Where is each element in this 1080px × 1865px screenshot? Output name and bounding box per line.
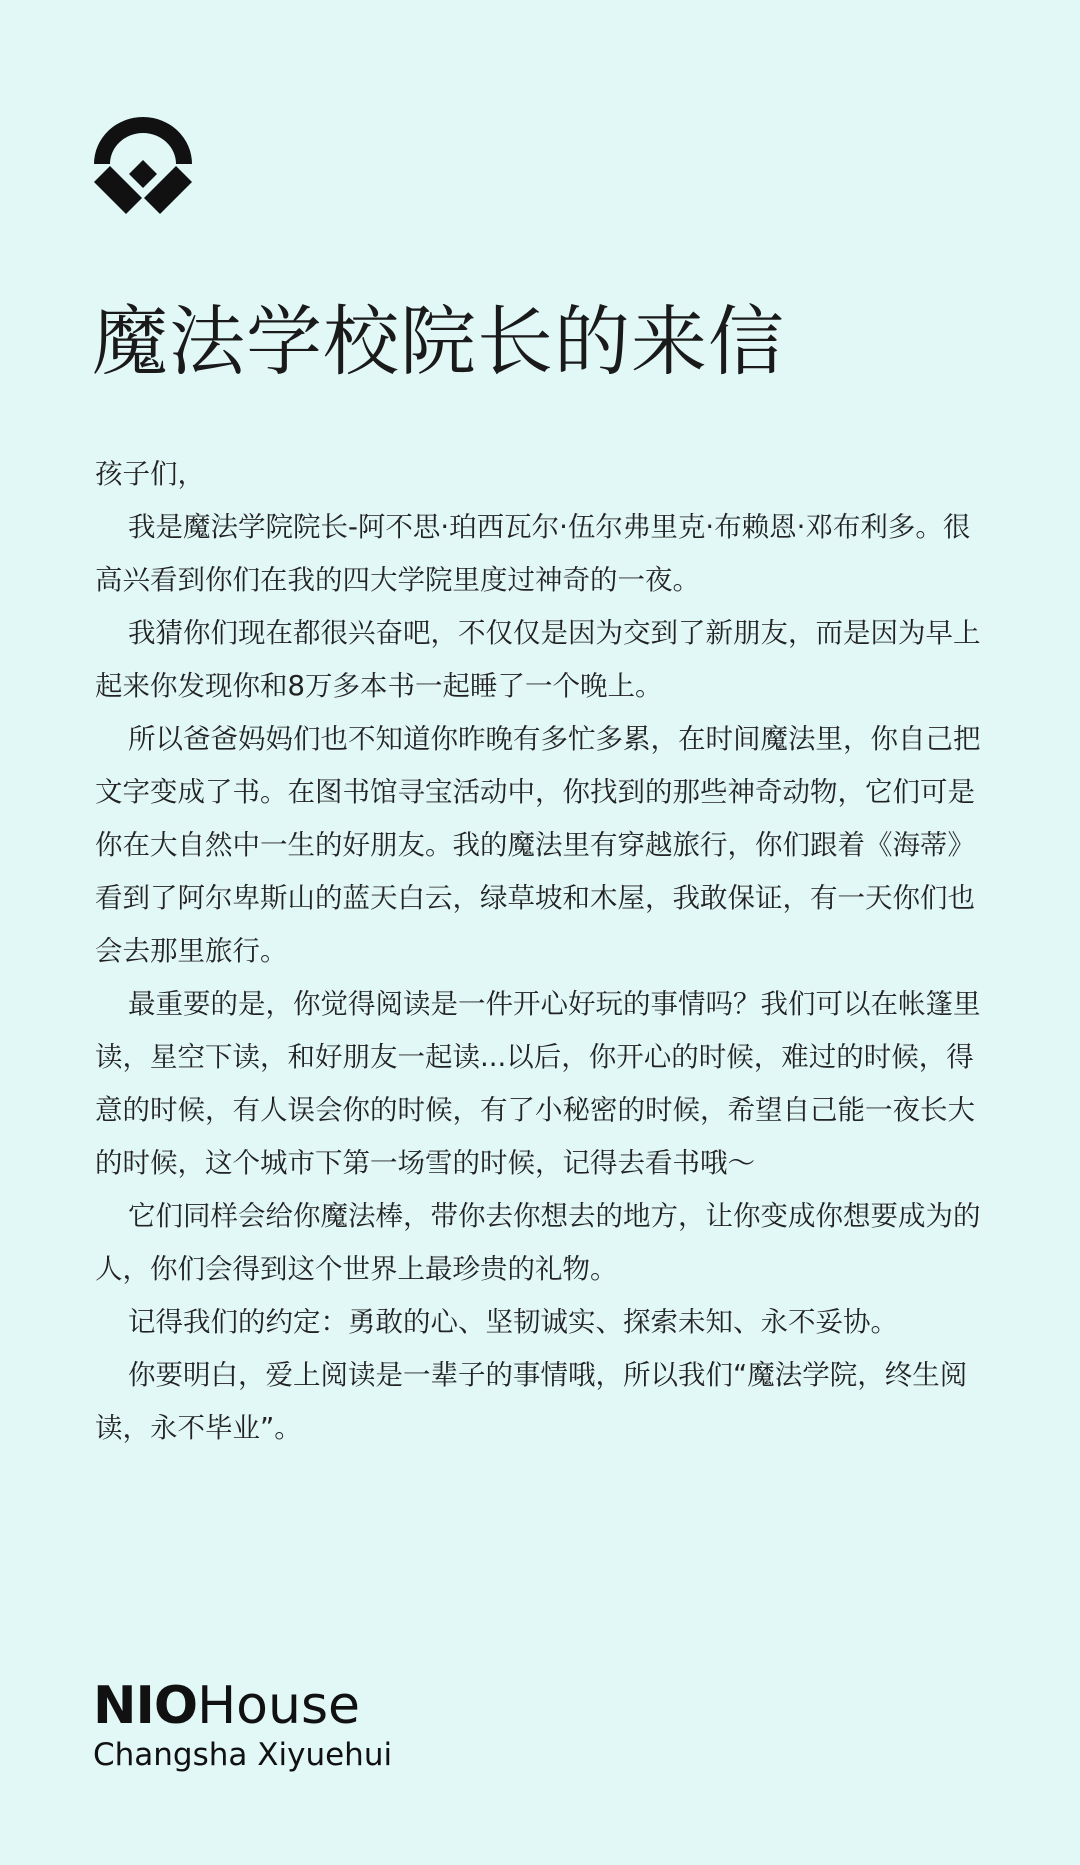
- letter-paragraph: 我是魔法学院院长-阿不思·珀西瓦尔·伍尔弗里克·布赖恩·邓布利多。很高兴看到你们在我的四大学院里度过神奇的一夜。: [95, 511, 971, 596]
- letter-body: [95, 448, 997, 1455]
- letter-paragraph: 所以爸爸妈妈们也不知道你昨晚有多忙多累，在时间魔法里，你自己把文字变成了书。在图书馆寻宝活动中，你找到的那些神奇动物，它们可是你在大自然中一生的好朋友。我的魔法里有穿越旅行，你们跟着《海蒂》看到了阿尔卑斯山的蓝天白云，绿草坡和木屋，我敢保证，有一天你们也会去那里旅行。: [95, 723, 981, 967]
- letter-paragraph: 记得我们的约定：勇敢的心、坚韧诚实、探索未知、永不妥协。: [128, 1306, 898, 1338]
- footer-brand-block: [93, 1678, 392, 1774]
- letter-greeting: 孩子们，: [95, 458, 205, 490]
- nio-logo-icon: [92, 116, 194, 214]
- brand-wordmark: [93, 1678, 392, 1734]
- brand-house: House: [197, 1676, 361, 1736]
- letter-paragraph: 它们同样会给你魔法棒，带你去你想去的地方，让你变成你想要成为的人，你们会得到这个世界上最珍贵的礼物。: [95, 1200, 981, 1285]
- page-title: 魔法学校院长的来信: [92, 297, 785, 386]
- brand-nio: NIO: [93, 1676, 198, 1736]
- letter-paragraph: 我猜你们现在都很兴奋吧，不仅仅是因为交到了新朋友，而是因为早上起来你发现你和8万多本书一起睡了一个晚上。: [95, 617, 981, 702]
- brand-location: Changsha Xiyuehui: [93, 1737, 393, 1773]
- letter-paragraph: 最重要的是，你觉得阅读是一件开心好玩的事情吗？我们可以在帐篷里读，星空下读，和好朋友一起读...以后，你开心的时候，难过的时候，得意的时候，有人误会你的时候，有了小秘密的时候，希望自己能一夜长大的时候，这个城市下第一场雪的时候，记得去看书哦～: [95, 988, 981, 1179]
- letter-paragraph: 你要明白，爱上阅读是一辈子的事情哦，所以我们“魔法学院，终生阅读，永不毕业”。: [95, 1359, 968, 1444]
